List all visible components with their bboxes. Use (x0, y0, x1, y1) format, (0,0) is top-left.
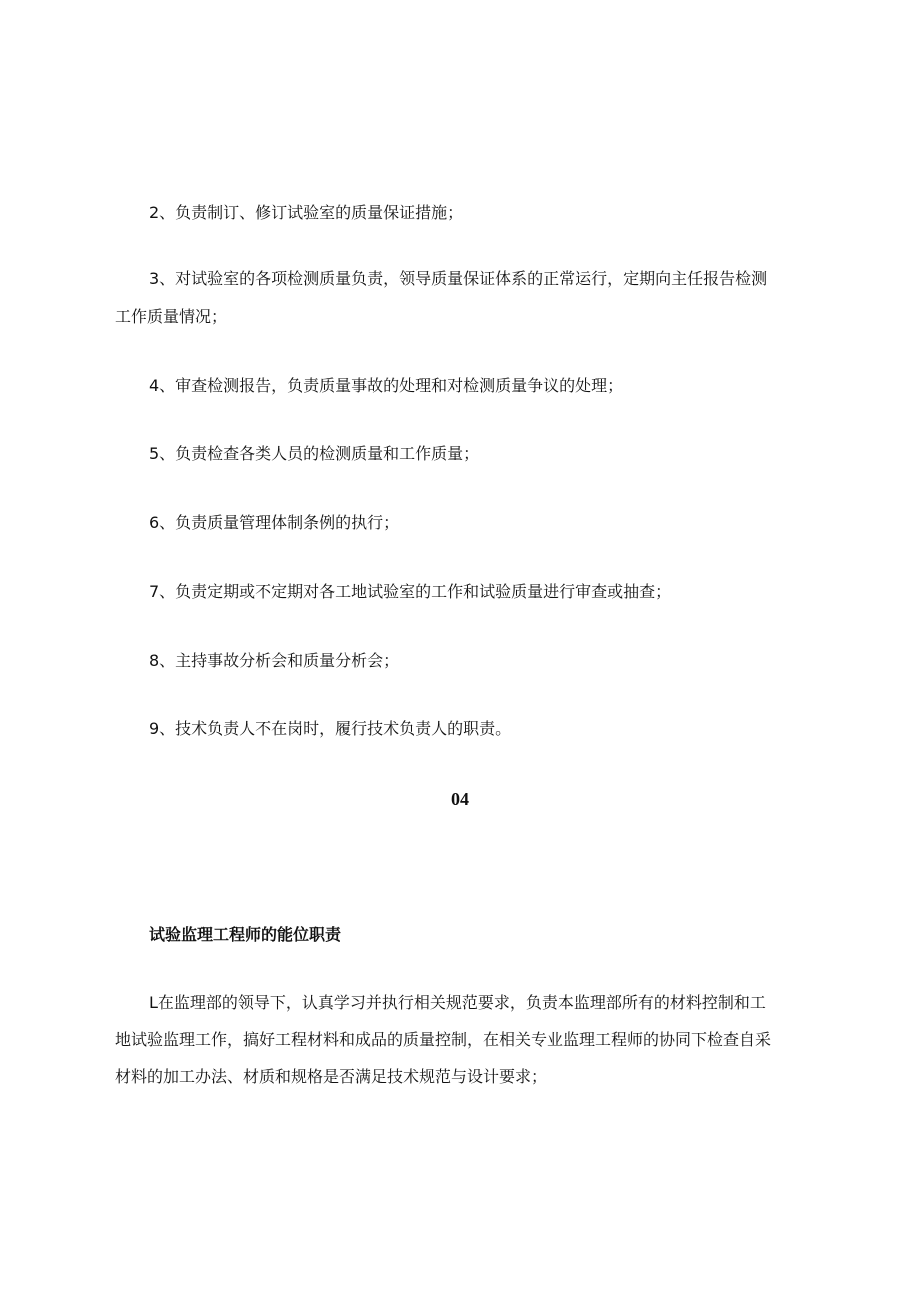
duty-item-6: 6、负责质量管理体制条例的执行； (149, 513, 400, 532)
section-heading: 试验监理工程师的能位职责 (149, 925, 342, 944)
duty-item-3-line-1: 3、对试验室的各项检测质量负责，领导质量保证体系的正常运行，定期向主任报告检测 (149, 269, 768, 288)
duty-item-7: 7、负责定期或不定期对各工地试验室的工作和试验质量进行审查或抽查； (149, 582, 672, 601)
section-paragraph-line-1: L在监理部的领导下，认真学习并执行相关规范要求，负责本监理部所有的材料控制和工 (149, 993, 766, 1012)
duty-item-3-line-2: 工作质量情况； (115, 307, 228, 326)
duty-item-8: 8、主持事故分析会和质量分析会； (149, 651, 400, 670)
duty-item-5: 5、负责检查各类人员的检测质量和工作质量； (149, 444, 480, 463)
page-number: 04 (451, 789, 469, 809)
section-paragraph-line-3: 材料的加工办法、材质和规格是否满足技术规范与设计要求； (115, 1067, 548, 1086)
duty-item-9: 9、技术负责人不在岗时，履行技术负责人的职责。 (149, 719, 512, 738)
duty-item-2: 2、负责制订、修订试验室的质量保证措施； (149, 203, 464, 222)
duty-item-4: 4、审查检测报告，负责质量事故的处理和对检测质量争议的处理； (149, 376, 624, 395)
section-paragraph-line-2: 地试验监理工作，搞好工程材料和成品的质量控制，在相关专业监理工程师的协同下检查自采 (115, 1030, 772, 1049)
